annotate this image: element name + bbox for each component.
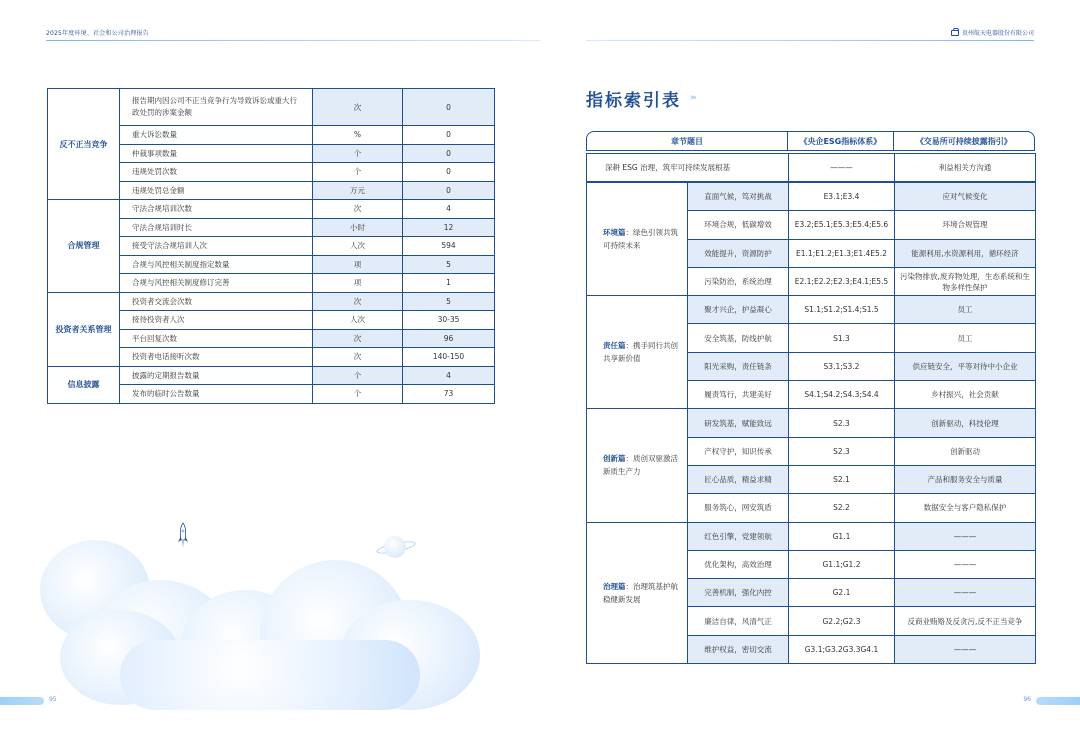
metric-unit: 小时 [313, 218, 403, 237]
metric-name: 报告期内因公司不正当竞争行为导致诉讼或重大行政处罚的涉案金额 [120, 89, 313, 126]
metric-name: 披露的定期报告数量 [120, 366, 313, 385]
index-title: 指标索引表 [586, 91, 681, 111]
metric-unit: 次 [313, 329, 403, 348]
metric-unit: 项 [313, 274, 403, 293]
esg-code-cell: S2.3 [789, 409, 895, 437]
section-subtitle: ：携手同行共创共享新价值 [603, 341, 678, 364]
metric-unit: 人次 [313, 311, 403, 330]
topic-cell: 环境合规，低碳增效 [688, 211, 789, 239]
metric-value: 30-35 [403, 311, 495, 330]
topic-cell: 安全筑基，防线护航 [688, 324, 789, 352]
metric-value: 1 [403, 274, 495, 293]
exchange-guideline-cell: ——— [895, 635, 1036, 663]
metric-unit: 万元 [313, 181, 403, 200]
planet-icon [384, 536, 406, 558]
report-title: 2025年度环境、社会和公司治理报告 [46, 30, 149, 37]
footer-bar-left [0, 697, 44, 705]
esg-code-cell: S2.3 [789, 437, 895, 465]
esg-code-cell: G1.1 [789, 522, 895, 550]
topic-cell: 阳光采购，责任链条 [688, 352, 789, 380]
exchange-guideline-cell: 供应链安全，平等对待中小企业 [895, 352, 1036, 380]
section-title: 治理篇 [603, 581, 626, 591]
esg-code-cell: E3.2;E5.1;E5.3;E5.4;E5.6 [789, 211, 895, 239]
exchange-guideline-cell: 反商业贿赂及反贪污,反不正当竞争 [895, 607, 1036, 635]
intro-esg: ——— [789, 154, 895, 182]
exchange-guideline-cell: 员工 [895, 296, 1036, 324]
intro-exchange: 利益相关方沟通 [895, 154, 1036, 182]
metric-name: 守法合规培训次数 [120, 200, 313, 219]
section-subtitle: ：质创双驱激活新质生产力 [603, 454, 678, 477]
exchange-guideline-cell: 能源利用,水资源利用，循环经济 [895, 239, 1036, 267]
metric-unit: 次 [313, 89, 403, 126]
topic-cell: 履责笃行，共建美好 [688, 381, 789, 409]
metric-unit: 人次 [313, 237, 403, 256]
metric-value: 12 [403, 218, 495, 237]
topic-cell: 红色引擎，党建领航 [688, 522, 789, 550]
esg-code-cell: E1.1;E1.2;E1.3;E1.4E5.2 [789, 239, 895, 267]
metric-name: 接受守法合规培训人次 [120, 237, 313, 256]
rocket-icon [176, 522, 190, 550]
esg-code-cell: S2.1 [789, 465, 895, 493]
metric-value: 140-150 [403, 348, 495, 367]
category-cell: 反不正当竞争 [48, 89, 120, 200]
metric-unit: 个 [313, 144, 403, 163]
metric-unit: 次 [313, 200, 403, 219]
esg-code-cell: E3.1;E3.4 [789, 183, 895, 211]
exchange-guideline-cell: 创新驱动，科技伦理 [895, 409, 1036, 437]
header-chapter: 章节题目 [587, 132, 788, 150]
metric-name: 守法合规培训时长 [120, 218, 313, 237]
metric-name: 合规与风控相关制度修订完善 [120, 274, 313, 293]
category-cell: 合规管理 [48, 200, 120, 293]
section-cell [587, 409, 688, 522]
header-exchange: 《交易所可持续披露指引》 [915, 136, 1012, 146]
topic-cell: 研发筑基，赋能致远 [688, 409, 789, 437]
section-title: 创新篇 [603, 454, 626, 464]
esg-code-cell: G2.1 [789, 579, 895, 607]
topic-cell: 服务筑心，网安筑盾 [688, 494, 789, 522]
metric-value: 96 [403, 329, 495, 348]
metric-name: 投资者交流会次数 [120, 292, 313, 311]
metric-value: 0 [403, 181, 495, 200]
esg-code-cell: S1.1;S1.2;S1.4;S1.5 [789, 296, 895, 324]
metric-value: 73 [403, 385, 495, 404]
metric-name: 接待投资者人次 [120, 311, 313, 330]
metric-unit: 个 [313, 366, 403, 385]
esg-code-cell: S3.1;S3.2 [789, 352, 895, 380]
section-title: 责任篇 [603, 341, 626, 351]
company-name: 贵州航天电器股份有限公司 [961, 30, 1034, 37]
topic-cell: 直面气候，笃对挑战 [688, 183, 789, 211]
metric-name: 重大诉讼数量 [120, 126, 313, 145]
metric-name: 违规处罚总金额 [120, 181, 313, 200]
metric-unit: % [313, 126, 403, 145]
index-table-header [586, 131, 1035, 151]
intro-chapter: 深耕 ESG 治理，筑牢可持续发展根基 [587, 154, 789, 182]
exchange-guideline-cell: 环境合规管理 [895, 211, 1036, 239]
governance-metrics-table [47, 88, 495, 404]
title-arrows-icon: ››› [690, 93, 695, 103]
footer-bar-right [1036, 697, 1080, 705]
header-rule-right [586, 40, 1034, 41]
esg-code-cell: S1.3 [789, 324, 895, 352]
metric-name: 仲裁事项数量 [120, 144, 313, 163]
metric-value: 5 [403, 255, 495, 274]
esg-code-cell: S2.2 [789, 494, 895, 522]
esg-code-cell: G1.1;G1.2 [789, 550, 895, 578]
category-cell: 投资者关系管理 [48, 292, 120, 366]
topic-cell: 效能提升，资源防护 [688, 239, 789, 267]
topic-cell: 污染防治，系统治理 [688, 267, 789, 295]
exchange-guideline-cell: 应对气候变化 [895, 183, 1036, 211]
metric-value: 0 [403, 163, 495, 182]
section-cell [587, 296, 688, 409]
exchange-guideline-cell: 员工 [895, 324, 1036, 352]
topic-cell: 产权守护，知识传承 [688, 437, 789, 465]
metric-unit: 次 [313, 292, 403, 311]
metric-unit: 个 [313, 385, 403, 404]
esg-code-cell: S4.1;S4.2;S4.3;S4.4 [789, 381, 895, 409]
section-title: 环境篇 [603, 228, 626, 238]
topic-cell: 聚才兴企，护益凝心 [688, 296, 789, 324]
metric-name: 平台回复次数 [120, 329, 313, 348]
exchange-guideline-cell: 乡村振兴，社会贡献 [895, 381, 1036, 409]
topic-cell: 廉洁自律，风清气正 [688, 607, 789, 635]
metric-value: 0 [403, 144, 495, 163]
metric-name: 合规与风控相关制度指定数量 [120, 255, 313, 274]
metric-name: 发布的临时公告数量 [120, 385, 313, 404]
metric-value: 5 [403, 292, 495, 311]
metric-value: 0 [403, 126, 495, 145]
metric-value: 594 [403, 237, 495, 256]
esg-code-cell: G2.2;G2.3 [789, 607, 895, 635]
topic-cell: 匠心品质，精益求精 [688, 465, 789, 493]
metric-name: 违规处罚次数 [120, 163, 313, 182]
metric-unit: 项 [313, 255, 403, 274]
topic-cell: 维护权益，密切交流 [688, 635, 789, 663]
section-cell [587, 183, 688, 296]
metric-name: 投资者电话接听次数 [120, 348, 313, 367]
exchange-guideline-cell: 污染物排放,废弃物处理，生态系统和生物多样性保护 [895, 267, 1036, 295]
exchange-guideline-cell: ——— [895, 550, 1036, 578]
header-esg: 《央企ESG指标体系》 [788, 132, 894, 150]
exchange-guideline-cell: 创新驱动 [895, 437, 1036, 465]
metric-unit: 个 [313, 163, 403, 182]
exchange-guideline-cell: ——— [895, 522, 1036, 550]
metric-value: 4 [403, 366, 495, 385]
metric-value: 4 [403, 200, 495, 219]
exchange-guideline-cell: 数据安全与客户隐私保护 [895, 494, 1036, 522]
header-rule-left [46, 40, 540, 41]
company-header [951, 28, 1034, 37]
esg-code-cell: E2.1;E2.2;E2.3;E4.1;E5.5 [789, 267, 895, 295]
exchange-guideline-cell: ——— [895, 579, 1036, 607]
page-number-left: 95 [49, 696, 57, 703]
metric-unit: 次 [313, 348, 403, 367]
logo-icon [951, 30, 959, 36]
metric-value: 0 [403, 89, 495, 126]
section-cell [587, 522, 688, 663]
esg-code-cell: G3.1;G3.2G3.3G4.1 [789, 635, 895, 663]
section-subtitle: ：治理筑基护航稳健新发展 [603, 581, 678, 604]
topic-cell: 优化架构，高效治理 [688, 550, 789, 578]
index-sections-table [586, 182, 1036, 664]
index-table [586, 153, 1036, 182]
exchange-guideline-cell: 产品和服务安全与质量 [895, 465, 1036, 493]
topic-cell: 完善机制，强化内控 [688, 579, 789, 607]
section-subtitle: ：绿色引领共筑可持续未来 [603, 228, 678, 251]
category-cell: 信息披露 [48, 366, 120, 403]
page-number-right: 96 [1023, 696, 1031, 703]
